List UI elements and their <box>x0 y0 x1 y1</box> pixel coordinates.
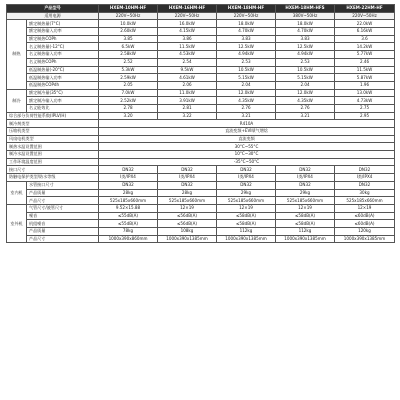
spec-value: 1000x390x1385mm <box>158 235 217 243</box>
spec-label: 额定制热输入功率 <box>27 28 99 36</box>
spec-value: 10.5kW <box>276 66 335 74</box>
spec-value: 525x185x660mm <box>158 197 217 205</box>
spec-value: 3.83 <box>217 35 276 43</box>
power-label: 适用电源 <box>7 12 99 20</box>
spec-row <box>7 120 395 128</box>
spec-label: 机组噪音 <box>27 220 99 228</box>
spec-value: 13.0kW <box>335 89 395 97</box>
spec-value: ≤58dB(A) <box>217 220 276 228</box>
spec-label: 接口尺寸 <box>7 166 99 174</box>
header-row <box>7 5 395 13</box>
spec-row <box>7 58 395 66</box>
spec-value: 11.5kW <box>335 66 395 74</box>
spec-value: 2.81 <box>158 104 217 112</box>
spec-label: 名义制热COPh <box>27 58 99 66</box>
spec-label: 气管尺寸/液管尺寸 <box>27 204 99 212</box>
spec-value: 14.2kW <box>335 43 395 51</box>
spec-label: 名义制热量(-12°C) <box>27 43 99 51</box>
spec-value: I类/IPX4 <box>99 174 158 182</box>
spec-value: 120kg <box>335 227 395 235</box>
spec-row <box>7 43 395 51</box>
spec-value: 3.6 <box>335 35 395 43</box>
spec-value: 直流变频 <box>99 135 395 143</box>
spec-value: DN32 <box>99 166 158 174</box>
spec-value: 2.06 <box>158 81 217 89</box>
header-label: 产品型号 <box>7 5 99 13</box>
spec-value: 10.0kW <box>99 20 158 28</box>
spec-row <box>7 227 395 235</box>
spec-table-body <box>7 5 395 243</box>
spec-value: 4.35kW <box>276 97 335 105</box>
spec-value: 5.15kW <box>217 74 276 82</box>
spec-value: 108kg <box>158 227 217 235</box>
power-value: 380V~50Hz <box>276 12 335 20</box>
spec-value: DN32 <box>158 181 217 189</box>
spec-row <box>7 220 395 228</box>
spec-value: 28kg <box>99 189 158 197</box>
spec-value: 16.0kW <box>158 20 217 28</box>
spec-row <box>7 20 395 28</box>
spec-row <box>7 151 395 159</box>
spec-value: 30kg <box>335 189 395 197</box>
spec-label: 风扇电机类型 <box>7 135 99 143</box>
spec-value: 9.52×15.88 <box>99 204 158 212</box>
spec-value: 1.96 <box>335 81 395 89</box>
spec-value: 3.22 <box>158 112 217 120</box>
spec-value: 2.05 <box>99 81 158 89</box>
spec-value: 525x185x660mm <box>217 197 276 205</box>
spec-value: R410A <box>99 120 395 128</box>
power-value: 220V~50Hz <box>99 12 158 20</box>
spec-value: 5.3kW <box>99 66 158 74</box>
spec-value: 18.0kW <box>217 20 276 28</box>
spec-row <box>7 174 395 182</box>
spec-value: 12.0kW <box>276 89 335 97</box>
spec-row <box>7 143 395 151</box>
spec-value: 2.76 <box>217 104 276 112</box>
spec-value: 3.20 <box>99 112 158 120</box>
spec-value: 直流变频+EVI喷气增焓 <box>99 128 395 136</box>
power-row <box>7 12 395 20</box>
spec-value: ≤56dB(A) <box>158 212 217 220</box>
spec-value: ≤58dB(A) <box>276 220 335 228</box>
spec-value: 525x185x660mm <box>276 197 335 205</box>
spec-value: I类/IPX4 <box>335 174 395 182</box>
spec-row <box>7 212 395 220</box>
spec-label: 制冷水温设置范围 <box>7 151 99 159</box>
spec-value: 2.53 <box>217 58 276 66</box>
spec-value: 112kg <box>217 227 276 235</box>
spec-value: 18.0kW <box>276 20 335 28</box>
spec-value: I类/IPX4 <box>217 174 276 182</box>
spec-value: 10°C~30°C <box>99 151 395 159</box>
spec-label: 制热水温设置范围 <box>7 143 99 151</box>
spec-label: 产品尺寸 <box>27 197 99 205</box>
spec-value: I类/IPX4 <box>276 174 335 182</box>
spec-value: 4.53kW <box>158 51 217 59</box>
spec-row <box>7 135 395 143</box>
spec-label: 工作环境温度范围 <box>7 158 99 166</box>
spec-label: 产品质量 <box>27 189 99 197</box>
spec-value: 2.46 <box>335 58 395 66</box>
spec-value: 2.54 <box>158 58 217 66</box>
spec-value: 10.5kW <box>217 66 276 74</box>
spec-value: ≤58dB(A) <box>276 212 335 220</box>
spec-value: 525x185x660mm <box>335 197 395 205</box>
group-outdoor: 室外机 <box>7 204 27 242</box>
spec-row <box>7 181 395 189</box>
spec-value: 2.75 <box>335 104 395 112</box>
spec-value: 112kg <box>276 227 335 235</box>
spec-value: 4.70kW <box>217 28 276 36</box>
spec-value: 6.5kW <box>99 43 158 51</box>
spec-value: 3.21 <box>217 112 276 120</box>
spec-value: 29kg <box>276 189 335 197</box>
spec-label: 产品质量 <box>27 227 99 235</box>
spec-value: DN32 <box>276 181 335 189</box>
power-value: 220V~50Hz <box>217 12 276 20</box>
spec-row <box>7 158 395 166</box>
spec-value: 2.78 <box>99 104 158 112</box>
spec-value: 9.5kW <box>158 66 217 74</box>
spec-value: 12.5kW <box>217 43 276 51</box>
spec-label: 压缩机类型 <box>7 128 99 136</box>
spec-row <box>7 128 395 136</box>
spec-value: 12×19 <box>276 204 335 212</box>
spec-value: 4.15kW <box>158 28 217 36</box>
spec-value: ≤60dB(A) <box>335 220 395 228</box>
spec-value: 1000x390x860mm <box>99 235 158 243</box>
group-cooling: 制冷 <box>7 89 27 112</box>
power-value: 220V~50Hz <box>158 12 217 20</box>
spec-value: 3.91kW <box>158 97 217 105</box>
spec-value: 4.94kW <box>217 51 276 59</box>
spec-value: 2.04 <box>276 81 335 89</box>
spec-label: 水管接口尺寸 <box>27 181 99 189</box>
spec-value: 7.0kW <box>99 89 158 97</box>
spec-row <box>7 51 395 59</box>
model-1: HXEM-10HM-HF <box>99 5 158 13</box>
model-4: HXEM-18HM-HFS <box>276 5 335 13</box>
spec-value: 3.85 <box>99 35 158 43</box>
spec-value: 2.59kW <box>99 74 158 82</box>
spec-value: 1000x390x1385mm <box>217 235 276 243</box>
spec-label: 防触电保护类型/防水等级 <box>7 174 99 182</box>
spec-value: DN32 <box>276 166 335 174</box>
spec-value: 12×19 <box>217 204 276 212</box>
spec-value: 28kg <box>158 189 217 197</box>
spec-value: I类/IPX4 <box>158 174 217 182</box>
spec-label: 额定制热COPh <box>27 35 99 43</box>
spec-value: ≤56dB(A) <box>158 220 217 228</box>
spec-row <box>7 28 395 36</box>
spec-value: 6.16kW <box>335 28 395 36</box>
spec-row <box>7 235 395 243</box>
spec-value: 78kg <box>99 227 158 235</box>
spec-value: 12×19 <box>158 204 217 212</box>
spec-value: 2.04 <box>217 81 276 89</box>
spec-row <box>7 189 395 197</box>
spec-value: 12.0kW <box>217 89 276 97</box>
spec-value: 12×19 <box>335 204 395 212</box>
spec-label: 低温制热COPdh <box>27 81 99 89</box>
spec-value: 3.83 <box>276 35 335 43</box>
spec-value: 2.53 <box>276 58 335 66</box>
spec-row <box>7 104 395 112</box>
spec-value: ≤55dB(A) <box>99 220 158 228</box>
spec-value: 2.76 <box>276 104 335 112</box>
spec-label: 综合部分负荷性能系数(IPLV(H) <box>7 112 99 120</box>
spec-label: 名义制热输入功率 <box>27 51 99 59</box>
group-indoor: 室内机 <box>7 181 27 204</box>
spec-label: 制冷剂类型 <box>7 120 99 128</box>
spec-row <box>7 66 395 74</box>
spec-value: DN32 <box>335 166 395 174</box>
spec-value: DN32 <box>217 181 276 189</box>
spec-value: DN32 <box>99 181 158 189</box>
spec-row <box>7 35 395 43</box>
spec-label: 额定制冷量(35°C) <box>27 89 99 97</box>
spec-value: 5.77kW <box>335 51 395 59</box>
model-3: HXEM-18HM-HF <box>217 5 276 13</box>
spec-label: 低温制热输入功率 <box>27 74 99 82</box>
spec-sheet <box>6 4 394 243</box>
spec-row <box>7 97 395 105</box>
spec-value: 2.52kW <box>99 97 158 105</box>
spec-row <box>7 197 395 205</box>
spec-value: 22.0kW <box>335 20 395 28</box>
spec-value: 4.94kW <box>276 51 335 59</box>
spec-row <box>7 112 395 120</box>
spec-row <box>7 89 395 97</box>
model-5: HXEM-22HM-HF <box>335 5 395 13</box>
spec-label: 名义能效比 <box>27 104 99 112</box>
spec-value: 5.15kW <box>276 74 335 82</box>
spec-value: ≤55dB(A) <box>99 212 158 220</box>
spec-value: 3.86 <box>158 35 217 43</box>
spec-value: DN32 <box>335 181 395 189</box>
spec-value: 11.5kW <box>158 43 217 51</box>
power-value: 220V~50Hz <box>335 12 395 20</box>
model-2: HXEM-16HM-HF <box>158 5 217 13</box>
spec-value: 30°C~55°C <box>99 143 395 151</box>
spec-value: 1000x390x1385mm <box>276 235 335 243</box>
spec-label: 额定制冷输入功率 <box>27 97 99 105</box>
spec-row <box>7 166 395 174</box>
spec-value: DN32 <box>217 166 276 174</box>
spec-value: 4.61kW <box>158 74 217 82</box>
spec-row <box>7 204 395 212</box>
spec-value: 3.21 <box>276 112 335 120</box>
spec-value: 12.5kW <box>276 43 335 51</box>
spec-value: -35°C~50°C <box>99 158 395 166</box>
spec-value: 2.58kW <box>99 51 158 59</box>
spec-label: 产品尺寸 <box>27 235 99 243</box>
spec-value: 2.60kW <box>99 28 158 36</box>
spec-row <box>7 81 395 89</box>
spec-value: 4.73kW <box>335 97 395 105</box>
spec-table <box>6 4 395 243</box>
spec-label: 额定制热量(7°C) <box>27 20 99 28</box>
spec-value: DN32 <box>158 166 217 174</box>
spec-value: 5.87kW <box>335 74 395 82</box>
spec-value: ≤60dB(A) <box>335 212 395 220</box>
spec-value: 2.95 <box>335 112 395 120</box>
spec-value: 525x185x660mm <box>99 197 158 205</box>
spec-label: 噪音 <box>27 212 99 220</box>
spec-value: 2.52 <box>99 58 158 66</box>
spec-value: 11.0kW <box>158 89 217 97</box>
spec-value: 29kg <box>217 189 276 197</box>
spec-row <box>7 74 395 82</box>
spec-label: 低温制热量(-20°C) <box>27 66 99 74</box>
spec-value: 4.70kW <box>276 28 335 36</box>
spec-value: 1000x390x1385mm <box>335 235 395 243</box>
spec-value: 4.35kW <box>217 97 276 105</box>
group-heating: 制热 <box>7 20 27 89</box>
spec-value: ≤58dB(A) <box>217 212 276 220</box>
